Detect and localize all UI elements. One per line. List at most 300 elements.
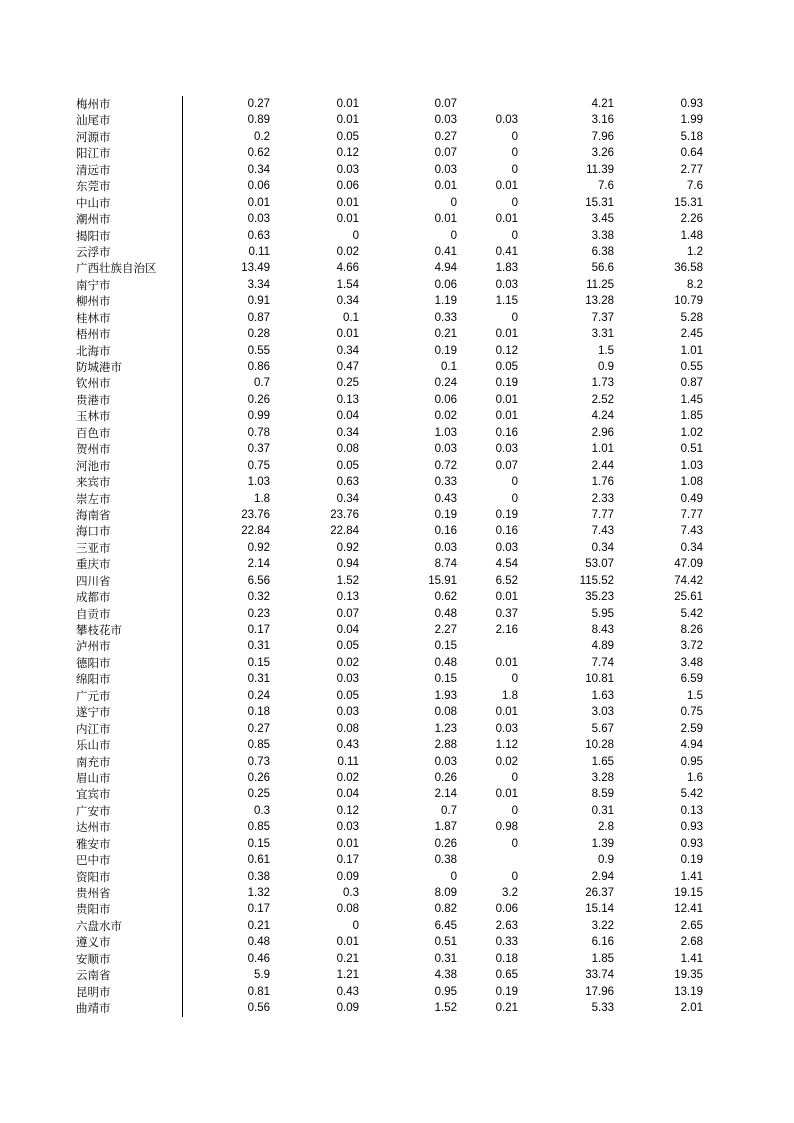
value-cell-col2: 0.3 [343, 887, 359, 899]
region-name: 广安市 [76, 803, 111, 818]
region-name: 南充市 [76, 754, 111, 769]
value-cell-col6: 3.48 [680, 656, 703, 669]
value-cell-col3: 4.94 [434, 262, 457, 275]
region-name: 海口市 [76, 524, 111, 539]
value-cell-col3: 6.45 [434, 919, 457, 932]
table-row [0, 195, 794, 211]
table-row [0, 310, 794, 326]
region-name: 遵义市 [76, 935, 111, 950]
region-name: 雅安市 [76, 836, 111, 851]
value-cell-col3: 0.43 [434, 492, 457, 505]
value-cell-col1: 0.78 [247, 426, 270, 439]
table-row [0, 145, 794, 161]
value-cell-col5: 53.07 [585, 558, 614, 571]
value-cell-col5: 33.74 [585, 969, 614, 982]
value-cell-col6: 15.31 [674, 196, 703, 209]
value-cell-col6: 1.03 [680, 459, 703, 472]
value-cell-col5: 7.37 [591, 311, 614, 324]
value-cell-col1: 0.11 [248, 245, 270, 258]
value-cell-col5: 0.31 [591, 804, 614, 817]
region-name: 眉山市 [76, 770, 111, 785]
value-cell-col4: 0.41 [495, 245, 518, 258]
value-cell-col2: 0.04 [336, 788, 359, 801]
value-cell-col6: 19.15 [674, 887, 703, 899]
value-cell-col4: 0.01 [495, 591, 518, 604]
table-row [0, 819, 794, 835]
value-cell-col5: 7.96 [591, 130, 614, 143]
value-cell-col5: 2.94 [591, 870, 614, 883]
table-row [0, 277, 794, 293]
value-cell-col3: 1.19 [434, 295, 457, 308]
table-row [0, 638, 794, 654]
value-cell-col2: 0.1 [343, 311, 359, 324]
value-cell-col5: 3.16 [591, 114, 614, 127]
region-name: 柳州市 [76, 294, 111, 309]
value-cell-col1: 0.91 [247, 295, 270, 308]
value-cell-col1: 0.31 [247, 640, 270, 653]
value-cell-col1: 1.32 [247, 887, 270, 899]
value-cell-col6: 2.65 [680, 919, 703, 932]
value-cell-col3: 2.27 [434, 624, 457, 636]
value-cell-col2: 0.03 [336, 673, 359, 686]
value-cell-col2: 0.03 [336, 821, 359, 834]
value-cell-col3: 2.88 [434, 739, 457, 752]
value-cell-col6: 47.09 [674, 558, 703, 571]
value-cell-col4: 1.83 [495, 262, 518, 275]
value-cell-col2: 0.03 [336, 163, 359, 176]
value-cell-col1: 0.99 [247, 410, 270, 423]
value-cell-col5: 115.52 [579, 574, 614, 587]
value-cell-col5: 4.21 [591, 98, 614, 110]
value-cell-col3: 0.33 [434, 311, 457, 324]
value-cell-col6: 0.55 [680, 361, 703, 373]
value-cell-col2: 0.34 [336, 295, 359, 308]
region-name: 北海市 [76, 343, 111, 358]
value-cell-col2: 1.21 [336, 969, 359, 982]
value-cell-col5: 1.65 [591, 755, 614, 768]
region-name: 潮州市 [76, 212, 111, 227]
value-cell-col4: 0.19 [495, 985, 518, 998]
region-name: 六盘水市 [76, 918, 122, 933]
value-cell-col1: 1.8 [254, 492, 270, 505]
value-cell-col3: 0.1 [441, 361, 457, 373]
table-row [0, 326, 794, 342]
value-cell-col2: 1.54 [336, 278, 359, 291]
value-cell-col3: 0 [450, 196, 457, 209]
region-name: 巴中市 [76, 853, 111, 868]
value-cell-col3: 15.91 [428, 574, 457, 587]
table-row [0, 737, 794, 753]
region-name: 达州市 [76, 820, 111, 835]
value-cell-col5: 1.39 [591, 837, 614, 850]
table-row [0, 425, 794, 441]
value-cell-col6: 36.58 [674, 262, 703, 275]
value-cell-col5: 5.33 [591, 1002, 614, 1015]
value-cell-col1: 0.75 [247, 459, 270, 472]
region-name: 重庆市 [76, 557, 111, 572]
value-cell-col1: 0.06 [247, 180, 270, 193]
value-cell-col3: 0.38 [434, 854, 457, 867]
value-cell-col1: 0.27 [247, 722, 270, 735]
table-row [0, 162, 794, 178]
value-cell-col2: 0.43 [336, 739, 359, 752]
value-cell-col5: 4.89 [591, 640, 614, 653]
value-cell-col2: 0.25 [336, 377, 359, 390]
table-row [0, 408, 794, 424]
region-name: 揭阳市 [76, 228, 111, 243]
value-cell-col4: 1.8 [502, 689, 518, 702]
value-cell-col5: 11.25 [586, 278, 614, 291]
value-cell-col1: 0.85 [247, 821, 270, 834]
value-cell-col3: 0.15 [434, 673, 457, 686]
value-cell-col4: 0.19 [495, 377, 518, 390]
value-cell-col3: 0.06 [434, 393, 457, 406]
table-row [0, 293, 794, 309]
value-cell-col6: 3.72 [680, 640, 703, 653]
region-name: 玉林市 [76, 409, 111, 424]
region-name: 钦州市 [76, 376, 111, 391]
value-cell-col2: 0.01 [336, 213, 359, 226]
value-cell-col2: 0.63 [336, 476, 359, 489]
value-cell-col6: 0.19 [680, 854, 703, 867]
value-cell-col5: 15.14 [585, 903, 614, 916]
value-cell-col4: 0.01 [495, 328, 518, 341]
table-row [0, 392, 794, 408]
value-cell-col3: 0.24 [434, 377, 457, 390]
table-row [0, 96, 794, 112]
table-row [0, 951, 794, 967]
value-cell-col2: 0 [352, 919, 359, 932]
value-cell-col4: 0.01 [495, 410, 518, 423]
value-cell-col5: 56.6 [591, 262, 614, 275]
region-name: 南宁市 [76, 277, 111, 292]
value-cell-col6: 0.75 [680, 706, 703, 719]
value-cell-col3: 0.31 [434, 952, 457, 965]
region-name: 三亚市 [76, 540, 111, 555]
value-cell-col1: 0.01 [247, 196, 270, 209]
value-cell-col1: 0.28 [247, 328, 270, 341]
region-name: 昆明市 [76, 984, 111, 999]
table-row [0, 260, 794, 276]
value-cell-col2: 0.08 [336, 903, 359, 916]
value-cell-col4: 0.98 [495, 821, 518, 834]
table-row [0, 458, 794, 474]
value-cell-col5: 15.31 [585, 196, 614, 209]
table-row [0, 1000, 794, 1016]
table-row [0, 984, 794, 1000]
region-name: 河源市 [76, 129, 111, 144]
value-cell-col5: 7.43 [591, 525, 614, 538]
region-name: 海南省 [76, 507, 111, 522]
value-cell-col2: 0.01 [336, 837, 359, 850]
value-cell-col4: 0 [511, 163, 518, 176]
value-cell-col4: 0 [511, 870, 518, 883]
table-row [0, 178, 794, 194]
value-cell-col5: 3.31 [591, 328, 614, 341]
region-name: 曲靖市 [76, 1001, 111, 1016]
value-cell-col6: 2.45 [680, 328, 703, 341]
value-cell-col3: 0.7 [441, 804, 457, 817]
value-cell-col4: 0 [511, 673, 518, 686]
region-name: 云浮市 [76, 244, 111, 259]
value-cell-col6: 12.41 [674, 903, 703, 916]
table-row [0, 885, 794, 901]
table-row [0, 375, 794, 391]
region-name: 桂林市 [76, 310, 111, 325]
value-cell-col6: 7.6 [687, 180, 703, 193]
value-cell-col6: 1.99 [680, 114, 703, 127]
region-name: 贵阳市 [76, 902, 111, 917]
table-row [0, 343, 794, 359]
table-row [0, 211, 794, 227]
value-cell-col2: 0.01 [336, 196, 359, 209]
value-cell-col2: 0.01 [336, 98, 359, 110]
data-table [0, 96, 794, 1017]
value-cell-col4: 0 [511, 130, 518, 143]
value-cell-col4: 3.2 [502, 887, 518, 899]
value-cell-col6: 5.42 [680, 788, 703, 801]
value-cell-col5: 2.96 [591, 426, 614, 439]
value-cell-col2: 0.09 [336, 870, 359, 883]
value-cell-col6: 10.79 [674, 295, 703, 308]
value-cell-col1: 0.48 [247, 936, 270, 949]
value-cell-col6: 4.94 [680, 739, 703, 752]
value-cell-col5: 7.6 [598, 180, 614, 193]
value-cell-col3: 0.19 [434, 508, 457, 521]
value-cell-col5: 1.73 [591, 377, 614, 390]
value-cell-col4: 0 [511, 311, 518, 324]
value-cell-col4: 0.03 [495, 114, 518, 127]
value-cell-col4: 0.03 [495, 541, 518, 554]
value-cell-col5: 6.38 [591, 245, 614, 258]
value-cell-col6: 5.18 [680, 130, 703, 143]
value-cell-col6: 0.93 [680, 98, 703, 110]
value-cell-col1: 0.26 [247, 393, 270, 406]
value-cell-col1: 0.2 [254, 130, 270, 143]
value-cell-col1: 0.15 [247, 837, 270, 850]
table-row [0, 491, 794, 507]
value-cell-col4: 0 [511, 196, 518, 209]
value-cell-col2: 0.17 [336, 854, 359, 867]
value-cell-col3: 2.14 [434, 788, 457, 801]
value-cell-col5: 7.74 [591, 656, 614, 669]
value-cell-col1: 2.14 [247, 558, 270, 571]
value-cell-col2: 0.05 [336, 640, 359, 653]
value-cell-col3: 4.38 [434, 969, 457, 982]
table-row [0, 704, 794, 720]
value-cell-col2: 0.13 [336, 393, 359, 406]
value-cell-col1: 0.85 [247, 739, 270, 752]
table-row [0, 523, 794, 539]
value-cell-col1: 0.87 [247, 311, 270, 324]
region-name: 安顺市 [76, 951, 111, 966]
region-name: 云南省 [76, 968, 111, 983]
value-cell-col2: 0.34 [336, 344, 359, 357]
value-cell-col6: 8.2 [687, 278, 703, 291]
table-row [0, 474, 794, 490]
value-cell-col6: 2.26 [680, 213, 703, 226]
value-cell-col3: 0.02 [434, 410, 457, 423]
value-cell-col5: 3.26 [591, 147, 614, 160]
value-cell-col4: 0.19 [495, 508, 518, 521]
value-cell-col2: 0.05 [336, 459, 359, 472]
value-cell-col1: 0.55 [247, 344, 270, 357]
value-cell-col2: 23.76 [330, 508, 359, 521]
value-cell-col2: 0.01 [336, 114, 359, 127]
value-cell-col1: 6.56 [247, 574, 270, 587]
value-cell-col3: 0.07 [434, 98, 457, 110]
value-cell-col2: 0.13 [336, 591, 359, 604]
value-cell-col1: 0.7 [254, 377, 270, 390]
value-cell-col4: 0.01 [495, 706, 518, 719]
region-name: 泸州市 [76, 639, 111, 654]
value-cell-col2: 0.04 [336, 624, 359, 636]
value-cell-col2: 0.92 [336, 541, 359, 554]
region-name: 贺州市 [76, 442, 111, 457]
value-cell-col2: 0.02 [336, 245, 359, 258]
region-name: 清远市 [76, 162, 111, 177]
region-name: 阳江市 [76, 146, 111, 161]
value-cell-col3: 8.09 [434, 887, 457, 899]
value-cell-col3: 0.26 [434, 837, 457, 850]
value-cell-col6: 0.93 [680, 837, 703, 850]
value-cell-col4: 0.07 [495, 459, 518, 472]
value-cell-col1: 0.56 [247, 1002, 270, 1015]
value-cell-col1: 0.46 [247, 952, 270, 965]
value-cell-col2: 0.02 [336, 771, 359, 784]
value-cell-col1: 0.86 [247, 361, 270, 373]
value-cell-col6: 6.59 [680, 673, 703, 686]
value-cell-col1: 0.37 [247, 443, 270, 456]
value-cell-col1: 23.76 [241, 508, 270, 521]
value-cell-col6: 1.5 [687, 689, 703, 702]
value-cell-col1: 0.34 [247, 163, 270, 176]
value-cell-col2: 0.34 [336, 426, 359, 439]
value-cell-col1: 22.84 [241, 525, 270, 538]
table-row [0, 441, 794, 457]
region-name: 广西壮族自治区 [76, 261, 157, 276]
region-name: 遂宁市 [76, 705, 111, 720]
value-cell-col1: 0.27 [247, 98, 270, 110]
value-cell-col1: 5.9 [254, 969, 270, 982]
value-cell-col3: 0.03 [434, 755, 457, 768]
value-cell-col3: 1.93 [434, 689, 457, 702]
value-cell-col6: 1.6 [687, 771, 703, 784]
value-cell-col4: 0.03 [495, 722, 518, 735]
value-cell-col1: 0.23 [247, 607, 270, 620]
value-cell-col4: 0.03 [495, 278, 518, 291]
value-cell-col6: 1.02 [680, 426, 703, 439]
value-cell-col4: 2.63 [495, 919, 518, 932]
table-row [0, 507, 794, 523]
region-name: 乐山市 [76, 738, 111, 753]
value-cell-col3: 0.19 [434, 344, 457, 357]
value-cell-col6: 7.43 [680, 525, 703, 538]
table-row [0, 803, 794, 819]
value-cell-col4: 0.12 [495, 344, 518, 357]
value-cell-col3: 0.48 [434, 607, 457, 620]
table-row [0, 836, 794, 852]
value-cell-col4: 0 [511, 147, 518, 160]
value-cell-col1: 13.49 [241, 262, 270, 275]
value-cell-col5: 10.28 [585, 739, 614, 752]
value-cell-col4: 0.02 [495, 755, 518, 768]
value-cell-col5: 3.45 [591, 213, 614, 226]
value-cell-col1: 0.3 [254, 804, 270, 817]
table-row [0, 244, 794, 260]
value-cell-col5: 0.9 [598, 361, 614, 373]
value-cell-col3: 0.48 [434, 656, 457, 669]
value-cell-col5: 35.23 [585, 591, 614, 604]
table-row [0, 967, 794, 983]
value-cell-col4: 0 [511, 476, 518, 489]
value-cell-col6: 74.42 [674, 574, 703, 587]
value-cell-col5: 0.34 [591, 541, 614, 554]
value-cell-col2: 0.04 [336, 410, 359, 423]
value-cell-col4: 0.05 [495, 361, 518, 373]
value-cell-col6: 0.64 [680, 147, 703, 160]
value-cell-col4: 0.06 [495, 903, 518, 916]
value-cell-col5: 1.5 [598, 344, 614, 357]
value-cell-col5: 2.33 [591, 492, 614, 505]
value-cell-col5: 17.96 [585, 985, 614, 998]
value-cell-col3: 1.03 [434, 426, 457, 439]
value-cell-col4: 0 [511, 492, 518, 505]
value-cell-col2: 0.07 [336, 607, 359, 620]
value-cell-col6: 0.93 [680, 821, 703, 834]
value-cell-col1: 0.61 [247, 854, 270, 867]
value-cell-col3: 0.03 [434, 163, 457, 176]
value-cell-col5: 1.01 [591, 443, 614, 456]
table-row [0, 852, 794, 868]
value-cell-col2: 0.43 [336, 985, 359, 998]
table-row [0, 359, 794, 375]
value-cell-col6: 1.01 [680, 344, 703, 357]
value-cell-col3: 0.06 [434, 278, 457, 291]
value-cell-col3: 0.95 [434, 985, 457, 998]
value-cell-col6: 7.77 [680, 508, 703, 521]
value-cell-col3: 0.21 [434, 328, 457, 341]
value-cell-col5: 0.9 [598, 854, 614, 867]
table-row [0, 754, 794, 770]
region-name: 攀枝花市 [76, 623, 122, 637]
value-cell-col6: 0.51 [680, 443, 703, 456]
value-cell-col2: 4.66 [336, 262, 359, 275]
value-cell-col5: 8.59 [591, 788, 614, 801]
value-cell-col3: 0.72 [434, 459, 457, 472]
value-cell-col4: 6.52 [495, 574, 518, 587]
value-cell-col3: 0.15 [434, 640, 457, 653]
value-cell-col2: 0.12 [336, 147, 359, 160]
value-cell-col5: 10.81 [585, 673, 614, 686]
value-cell-col6: 0.13 [680, 804, 703, 817]
value-cell-col3: 0.41 [434, 245, 457, 258]
value-cell-col1: 0.81 [247, 985, 270, 998]
value-cell-col6: 0.87 [680, 377, 703, 390]
value-cell-col1: 0.92 [247, 541, 270, 554]
value-cell-col3: 0.01 [434, 180, 457, 193]
value-cell-col6: 2.01 [680, 1002, 703, 1015]
value-cell-col5: 1.63 [591, 689, 614, 702]
table-row [0, 869, 794, 885]
region-name: 四川省 [76, 573, 111, 588]
table-row [0, 540, 794, 556]
value-cell-col4: 0.18 [495, 952, 518, 965]
table-row [0, 934, 794, 950]
value-cell-col1: 0.31 [247, 673, 270, 686]
value-cell-col1: 0.73 [247, 755, 270, 768]
region-name: 广元市 [76, 688, 111, 703]
